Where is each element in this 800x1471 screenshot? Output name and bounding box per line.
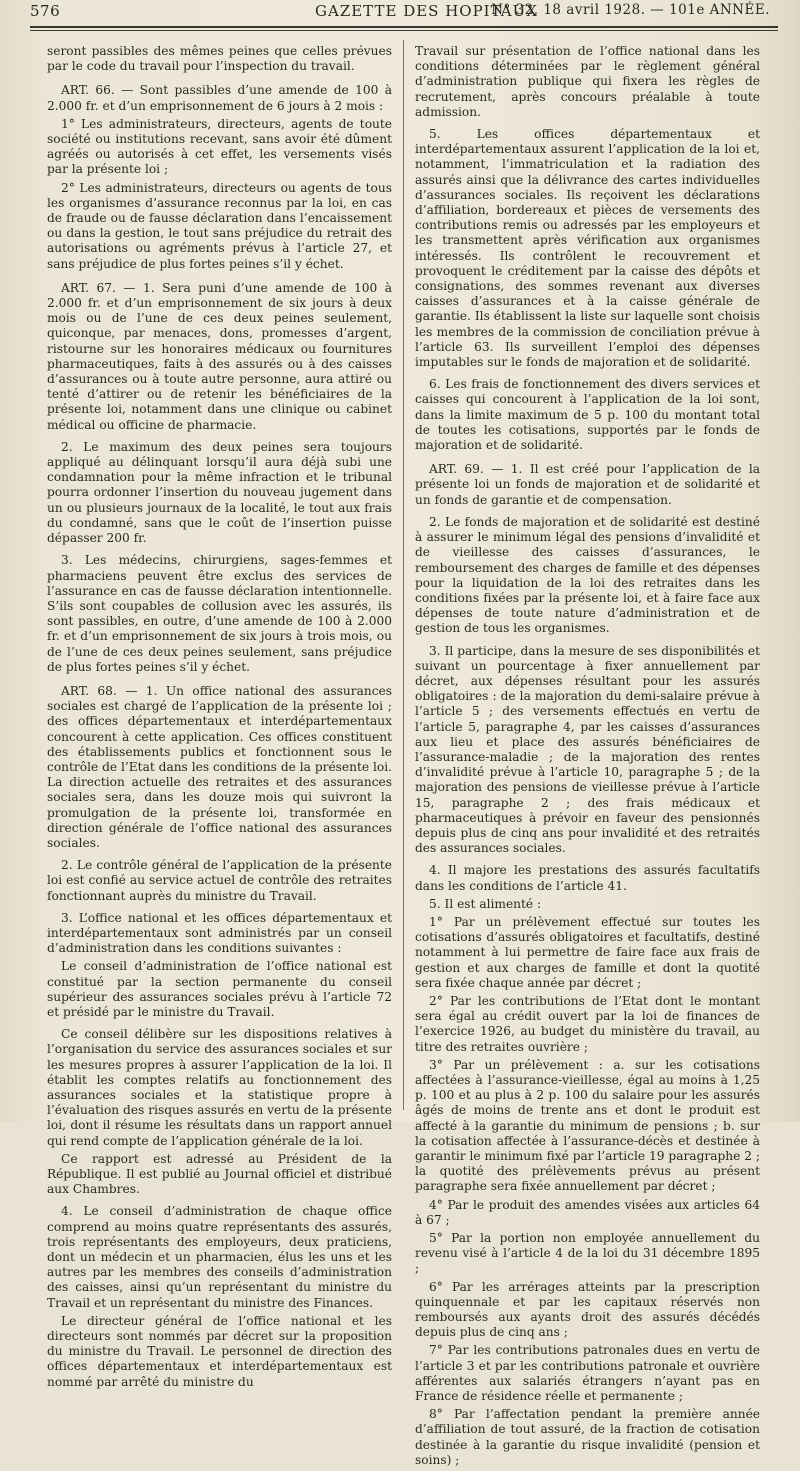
paragraph: ART. 67. — 1. Sera puni d’une amende de 100 à 2.000 fr. et d’un emprisonnement de six jours à deux mois ou de l’une de ces deux peines seulement, quiconque, par menaces, dons, promesses d’argent, ristourne sur les honoraires médicaux ou fournitures pharmaceutiques, faits à des assurés ou à des caisses d’assurances ou à toute autre personne, aura attiré ou tenté d’attirer ou de retenir les bénéficiaires de la présente loi, notamment dans une clinique ou cabinet médical ou officine de pharmacie. — [47, 280, 392, 432]
paragraph: Le conseil d’administration de l’office national est constitué par la section permanente du conseil supérieur des assurances sociales prévu à l’article 72 et présidé par le ministre du Travail. — [47, 959, 392, 1019]
left-column — [47, 44, 392, 1393]
paragraph: ART. 69. — 1. Il est créé pour l’application de la présente loi un fonds de majoration et de solidarité et un fonds de garantie et de compensation. — [415, 462, 760, 507]
column-divider — [403, 40, 404, 1110]
paragraph: Ce rapport est adressé au Président de la République. Il est publié au Journal officiel et distribué aux Chambres. — [47, 1151, 392, 1197]
paragraph: 2° Par les contributions de l’Etat dont le montant sera égal au crédit ouvert par la loi de finances de l’exercice 1926, au budget du ministère du travail, au titre des retraites ouvrière ; — [415, 993, 760, 1054]
paragraph: 6. Les frais de fonctionnement des divers services et caisses qui concourent à l’application de la loi sont, dans la limite maximum de 5 p. 100 du montant total de toutes les cotisations, supportés par le fonds de majoration et de solidarité. — [415, 377, 760, 453]
journal-title: GAZETTE DES HOPITAUX — [315, 2, 538, 20]
paragraph: 2. Le contrôle général de l’application de la présente loi est confié au service actuel de contrôle des retraites fonctionnant auprès du ministre du Travail. — [47, 858, 392, 903]
paragraph: 6° Par les arrérages atteints par la prescription quinquennale et par les capitaux réservés non remboursés aux ayants droit des assurés décédés depuis plus de cinq ans ; — [415, 1279, 760, 1340]
header-rule-thin — [30, 30, 778, 31]
paragraph: 7° Par les contributions patronales dues en vertu de l’article 3 et par les contributions patronale et ouvrière afférentes aux salariés étrangers n’ayant pas en France de résidence réelle et permanente ; — [415, 1343, 760, 1404]
right-column — [415, 44, 760, 1471]
paragraph: 3. Il participe, dans la mesure de ses disponibilités et suivant un pourcentage à fixer annuellement par décret, aux dépenses résultant pour les assurés obligatoires : de la majoration du demi-salaire prévue à l’article 5 ; des versements effectués en vertu de l’article 5, paragraphe 4, par les caisses d’assurances aux lieu et place des assurés bénéficiaires de l’assurance-maladie ; de la majoration des rentes d’invalidité prévue à l’article 10, paragraphe 5 ; de la majoration des pensions de vieillesse prévue à l’article 15, paragraphe 2 ; des frais médicaux et pharmaceutiques à prévoir en faveur des pensionnés depuis plus de cinq ans pour invalidité et des retraités des assurances sociales. — [415, 643, 760, 856]
paragraph: Travail sur présentation de l’office national dans les conditions déterminées par le règlement général d’administration publique qui fixera les règles de recrutement, après concours préalable à toute admission. — [415, 44, 760, 119]
paragraph: ART. 66. — Sont passibles d’une amende de 100 à 2.000 fr. et d’un emprisonnement de 6 jours à 2 mois : — [47, 83, 392, 113]
paragraph: 5. Il est alimenté : — [429, 896, 542, 911]
paragraph: 1° Les administrateurs, directeurs, agents de toute société ou institutions recevant, sans avoir été dûment agréés ou autorisés à cet effet, les versements visés par la présente loi ; — [47, 116, 392, 177]
paragraph: 3° Par un prélèvement : a. sur les cotisations affectées à l’assurance-vieillesse, égal au moins à 1,25 p. 100 et au plus à 2 p. 100 du salaire pour les assurés âgés de moins de trente ans et dont le produit est affecté à la garantie du minimum de pensions ; b. sur la cotisation affectée à l’assurance-décès et destinée à garantir le minimum fixé par l’article 19 paragraphe 2 ; la quotité des prélèvements prévus au présent paragraphe sera fixée annuellement par décret ; — [415, 1057, 760, 1194]
paragraph: seront passibles des mêmes peines que celles prévues par le code du travail pour l’inspection du travail. — [47, 44, 392, 74]
issue-info: N° 32, 18 avril 1928. — 101e ANNÉE. — [491, 2, 770, 18]
header-rule-thick — [30, 26, 778, 28]
paragraph: Le directeur général de l’office national et les directeurs sont nommés par décret sur la proposition du ministre du Travail. Le personnel de direction des offices départementaux et interdépartementaux est nommé par arrêté du ministre du — [47, 1313, 392, 1389]
paragraph: ART. 68. — 1. Un office national des assurances sociales est chargé de l’application de la présente loi ; des offices départementaux et interdépartementaux concourent à cette application. Ces offices constituent des établissements publics et fonctionnent sous le contrôle de l’Etat dans les conditions de la présente loi. La direction actuelle des retraites et des assurances sociales sera, dans les douze mois qui suivront la promulgation de la présente loi, transformée en direction générale de l’office national des assurances sociales. — [47, 683, 392, 850]
paragraph: 8° Par l’affectation pendant la première année d’affiliation de tout assuré, de la fraction de cotisation destinée à la garantie du risque invalidité (pension et soins) ; — [415, 1407, 760, 1467]
paragraph: 2. Le fonds de majoration et de solidarité est destiné à assurer le minimum légal des pensions d’invalidité et de vieillesse des caisses d’assurances, le remboursement des charges de famille et des dépenses pour la liquidation de la loi des retraites dans les conditions fixées par la présente loi, et à faire face aux dépenses de toute nature d’administration et de gestion de tous les organismes. — [415, 514, 760, 636]
paragraph: Ce conseil délibère sur les dispositions relatives à l’organisation du service des assurances sociales et sur les mesures propres à assurer l’application de la loi. Il établit les comptes relatifs au fonctionnement des assurances sociales et la statistique propre à l’évaluation des risques assurés en vertu de la présente loi, dont il résume les résultats dans un rapport annuel qui rend compte de l’application générale de la loi. — [47, 1027, 392, 1148]
paragraph: 5° Par la portion non employée annuellement du revenu visé à l’article 4 de la loi du 31 décembre 1895 ; — [415, 1231, 760, 1276]
paragraph: 4° Par le produit des amendes visées aux articles 64 à 67 ; — [415, 1197, 760, 1227]
page-number: 576 — [30, 2, 61, 20]
paragraph: 3. L’office national et les offices départementaux et interdépartementaux sont administrés par un conseil d’administration dans les conditions suivantes : — [47, 910, 392, 956]
paragraph: 2. Le maximum des deux peines sera toujours appliqué au délinquant lorsqu’il aura déjà subi une condamnation pour la même infraction et le tribunal pourra ordonner l’insertion du nouveau jugement dans un ou plusieurs journaux de la localité, le tout aux frais du condamné, sans que le coût de l’insertion puisse dépasser 200 fr. — [47, 439, 392, 546]
paragraph: 5. Les offices départementaux et interdépartementaux assurent l’application de la loi et, notamment, l’immatriculation et la radiation des assurés ainsi que la délivrance des cartes individuelles d’assurances sociales. Ils reçoivent les déclarations d’affiliation, bordereaux et pièces de versements des contributions remis ou adressés par les employeurs et les transmettent après vérification aux organismes intéressés. Ils contrôlent le recouvrement et provoquent le créditement par la caisse des dépôts et consignations, des sommes revenant aux diverses caisses d’assurances et à la caisse générale de garantie. Ils établissent la liste sur laquelle sont choisis les membres de la commission de conciliation prévue à l’article 63. Ils surveillent l’emploi des dépenses imputables sur le fonds de majoration et de solidarité. — [415, 127, 760, 370]
paragraph: 4. Il majore les prestations des assurés facultatifs dans les conditions de l’article 41. — [415, 863, 760, 893]
paragraph: 4. Le conseil d’administration de chaque office comprend au moins quatre représentants des assurés, trois représentants des employeurs, deux praticiens, dont un médecin et un pharmacien, élus les uns et les autres par les membres des conseils d’administration des caisses, ainsi qu’un représentant du ministre du Travail et un représentant du ministre des Finances. — [47, 1204, 392, 1310]
paragraph: 1° Par un prélèvement effectué sur toutes les cotisations d’assurés obligatoires et facultatifs, destiné notamment à lui permettre de faire face aux frais de gestion et aux charges de famille et dont la quotité sera fixée chaque année par décret ; — [415, 914, 760, 990]
paragraph: 3. Les médecins, chirurgiens, sages-femmes et pharmaciens peuvent être exclus des services de l’assurance en cas de fausse déclaration intentionnelle. S’ils sont coupables de collusion avec les assurés, ils sont passibles, en outre, d’une amende de 100 à 2.000 fr. et d’un emprisonnement de six jours à trois mois, ou de l’une de ces deux peines seulement, sans préjudice de plus fortes peines s’il y échet. — [47, 553, 392, 674]
page-header — [30, 2, 770, 24]
paragraph: 2° Les administrateurs, directeurs ou agents de tous les organismes d’assurance reconnus par la loi, en cas de fraude ou de fausse déclaration dans l’encaissement ou dans la gestion, le tout sans préjudice du retrait des autorisations ou agréments prévus à l’article 27, et sans préjudice de plus fortes peines s’il y échet. — [47, 180, 392, 271]
